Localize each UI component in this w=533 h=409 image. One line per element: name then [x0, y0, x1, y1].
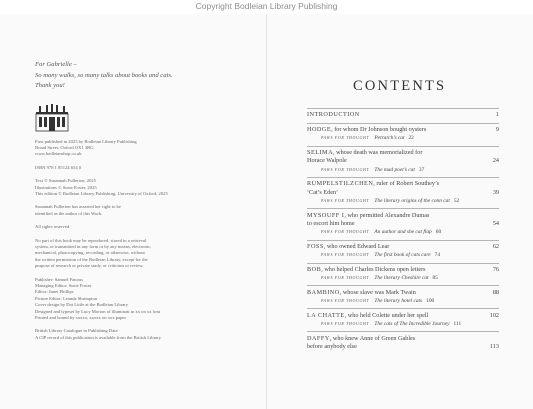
imprint-line: the written permission of the Bodleian Library, except for the	[35, 256, 148, 262]
toc-entry-description: , who knew Anne of Green Gables	[329, 334, 416, 342]
toc-entry-description: , for whom Dr Johnson bought oysters	[331, 126, 427, 134]
dedication	[35, 60, 250, 92]
imprint-line: No part of this book may be reproduced, stored in a retrieval	[35, 237, 147, 243]
paws-for-thought-label: PAWS FOR THOUGHT	[321, 198, 370, 203]
dedication-line: So many walks, so many talks about books and cats.	[35, 71, 173, 79]
toc-entry-description: , who permitted Alexandre Dumas	[344, 211, 430, 219]
toc-entry-heading	[307, 212, 429, 220]
toc-cat-name: MYSOUFF I	[307, 211, 345, 219]
imprint-line: Susannah Fullerton has asserted her right to be	[35, 204, 121, 210]
imprint-line: First published in 2025 by Bodleian Library Publishing	[35, 138, 137, 144]
toc-entry-description: , whose slave was Mark Twain	[339, 288, 416, 296]
paws-for-thought-label: PAWS FOR THOUGHT	[321, 299, 370, 304]
paws-for-thought-label: PAWS FOR THOUGHT	[321, 136, 370, 141]
toc-cat-name: LA CHATTE	[307, 311, 345, 319]
toc-entry-description: , who held Colette under her spell	[344, 311, 429, 319]
toc-page-number: 62	[492, 242, 499, 250]
imprint-paragraph	[35, 178, 250, 197]
dedication-line: Thank you!	[35, 82, 65, 89]
paws-for-thought-line	[307, 228, 499, 236]
paws-for-thought-page: 52	[453, 197, 460, 204]
paws-for-thought-page: 37	[418, 166, 425, 173]
toc-page-number: 54	[492, 219, 499, 227]
imprint-line: Broad Street, Oxford OX1 3BG	[35, 144, 94, 150]
paws-for-thought-title: The literary Cheshire cat	[374, 275, 429, 282]
paws-for-thought-label: PAWS FOR THOUGHT	[321, 230, 370, 235]
paws-for-thought-line	[307, 166, 499, 174]
imprint-paragraph	[35, 139, 250, 158]
paws-for-thought-label: PAWS FOR THOUGHT	[321, 322, 370, 327]
paws-for-thought-title: The literary hotel cats	[374, 298, 423, 305]
imprint-paragraph	[35, 165, 250, 171]
toc-cat-name: SELIMA	[307, 149, 334, 157]
paws-for-thought-line	[307, 274, 499, 282]
toc-page-number: 39	[492, 188, 499, 196]
paws-for-thought-title: Petrarch’s cat	[374, 135, 405, 142]
paws-for-thought-line	[307, 297, 499, 305]
toc-page-number: 113	[489, 343, 499, 351]
table-of-contents	[307, 108, 499, 354]
imprint-line: Editor: Janet Phillips	[35, 289, 74, 295]
paws-for-thought-title: The mad poet’s cat	[374, 166, 415, 173]
toc-entry-description-cont: ‘Cat’s Eden’	[307, 188, 339, 196]
imprint-paragraph	[35, 224, 250, 230]
toc-entry-heading	[307, 312, 428, 320]
toc-page-number: 1	[495, 111, 499, 119]
bodleian-library-building-icon	[35, 104, 69, 132]
toc-entry-heading	[307, 335, 415, 343]
toc-entry-heading	[307, 266, 426, 274]
imprint-line: Publisher: Samuel Fanous	[35, 276, 83, 282]
imprint-line: British Library Catalogue in Publishing Data	[35, 328, 118, 334]
toc-entry-description-cont: Horace Walpole	[307, 157, 347, 165]
toc-entry[interactable]	[307, 146, 499, 177]
toc-cat-name: FOSS	[307, 242, 324, 250]
toc-entry[interactable]	[307, 177, 499, 208]
toc-entry-description: , who owned Edward Lear	[323, 242, 390, 250]
imprint-paragraph	[35, 204, 250, 217]
copyright-watermark: Copyright Bodleian Library Publishing	[195, 1, 338, 11]
imprint-line: Picture Editor: Leanda Shrimpton	[35, 295, 98, 301]
paws-for-thought-line	[307, 320, 499, 328]
paws-for-thought-label: PAWS FOR THOUGHT	[321, 167, 370, 172]
imprint-line: Designed and typeset by Lucy Morton of illuminati in xx on xx font	[35, 308, 161, 314]
imprint-paragraph	[35, 277, 250, 322]
imprint-paragraph	[35, 238, 250, 270]
paws-for-thought-line	[307, 197, 499, 205]
imprint-line: system, or transmitted in any form or by any means, electronic,	[35, 243, 152, 249]
paws-for-thought-title: An author and she cat flap	[374, 229, 432, 236]
page-gutter	[266, 14, 267, 409]
paws-for-thought-title: The cats of The Incredible Journey	[374, 321, 450, 328]
toc-entry-description: , who helped Charles Dickens open letters	[321, 265, 426, 273]
imprint-line: Illustrations © Susie Foster, 2025	[35, 184, 97, 190]
toc-entry-description: , whose death was memorialized for	[333, 149, 423, 157]
toc-page-number: 9	[495, 126, 499, 134]
paws-for-thought-page: 85	[432, 275, 438, 282]
toc-entry-heading	[307, 126, 426, 134]
toc-page-number: 24	[492, 157, 499, 165]
dedication-line: For Gabrielle –	[35, 61, 77, 68]
imprint-line: ISBN 978 1 85124 654 0	[35, 164, 82, 170]
toc-page-number: 102	[489, 311, 499, 319]
toc-cat-name: RUMPELSTILZCHEN	[307, 180, 374, 188]
toc-page-number: 76	[492, 265, 499, 273]
toc-entry[interactable]	[307, 208, 499, 239]
imprint-paragraph	[35, 328, 250, 341]
toc-entry-description: , ruler of Robert Southey’s	[373, 180, 440, 188]
imprint-line: Text © Susannah Fullerton, 2025	[35, 178, 96, 184]
paws-for-thought-line	[307, 251, 499, 259]
paws-for-thought-label: PAWS FOR THOUGHT	[321, 276, 370, 281]
toc-cat-name: DAFFY	[307, 334, 330, 342]
toc-entry[interactable]	[307, 285, 499, 308]
imprint-line: www.bodleianshop.co.uk	[35, 151, 82, 157]
imprint-line: A CIP record of this publication is available from the British Library	[35, 334, 162, 340]
imprint-line: Cover design by Dot Little at the Bodleian Library	[35, 302, 129, 308]
imprint-line: Managing Editor: Susie Foster	[35, 283, 92, 288]
imprint-line: This edition © Bodleian Library Publishing, University of Oxford, 2025	[35, 190, 168, 196]
imprint-block	[35, 139, 250, 342]
toc-entry-heading	[307, 289, 416, 297]
paws-for-thought-page: 111	[453, 321, 462, 328]
toc-entry[interactable]	[307, 240, 499, 263]
toc-entry[interactable]	[307, 263, 499, 286]
toc-entry-description-cont: to escort him home	[307, 219, 355, 227]
imprint-line: mechanical, photocopying, recording, or otherwise, without	[35, 250, 145, 256]
paws-for-thought-label: PAWS FOR THOUGHT	[321, 253, 370, 258]
imprint-line: identified as the author of this Work.	[35, 210, 103, 216]
paws-for-thought-title: The first book of cats care	[374, 252, 431, 259]
toc-entry-heading	[307, 180, 439, 188]
paws-for-thought-line	[307, 134, 499, 142]
toc-cat-name: HODGE	[307, 126, 332, 134]
toc-cat-name: INTRODUCTION	[307, 111, 360, 119]
paws-for-thought-page: 100	[426, 298, 435, 305]
toc-page-number: 88	[492, 288, 499, 296]
imprint-line: purpose of research or private study, or criticism or review.	[35, 263, 144, 269]
toc-entry[interactable]	[307, 331, 499, 354]
toc-entry-heading	[307, 243, 389, 251]
toc-entry-description-cont: before anybody else	[307, 343, 357, 351]
paws-for-thought-page: 22	[408, 135, 414, 142]
imprint-line: All rights reserved.	[35, 224, 71, 230]
toc-entry[interactable]	[307, 308, 499, 331]
paws-for-thought-page: 60	[435, 229, 442, 236]
toc-cat-name: BAMBINO	[307, 288, 340, 296]
paws-for-thought-page: 74	[434, 252, 441, 259]
paws-for-thought-title: The literary origins of the conn cat	[374, 197, 450, 204]
toc-cat-name: BOB	[307, 265, 322, 273]
toc-entry-heading	[307, 111, 360, 119]
left-page	[35, 60, 250, 348]
contents-title: CONTENTS	[353, 78, 447, 94]
toc-entry[interactable]	[307, 108, 499, 123]
imprint-line: Printed and bound by xxxxx, xxxxx on xxx paper	[35, 315, 126, 321]
toc-entry-heading	[307, 149, 422, 157]
toc-entry[interactable]	[307, 123, 499, 146]
